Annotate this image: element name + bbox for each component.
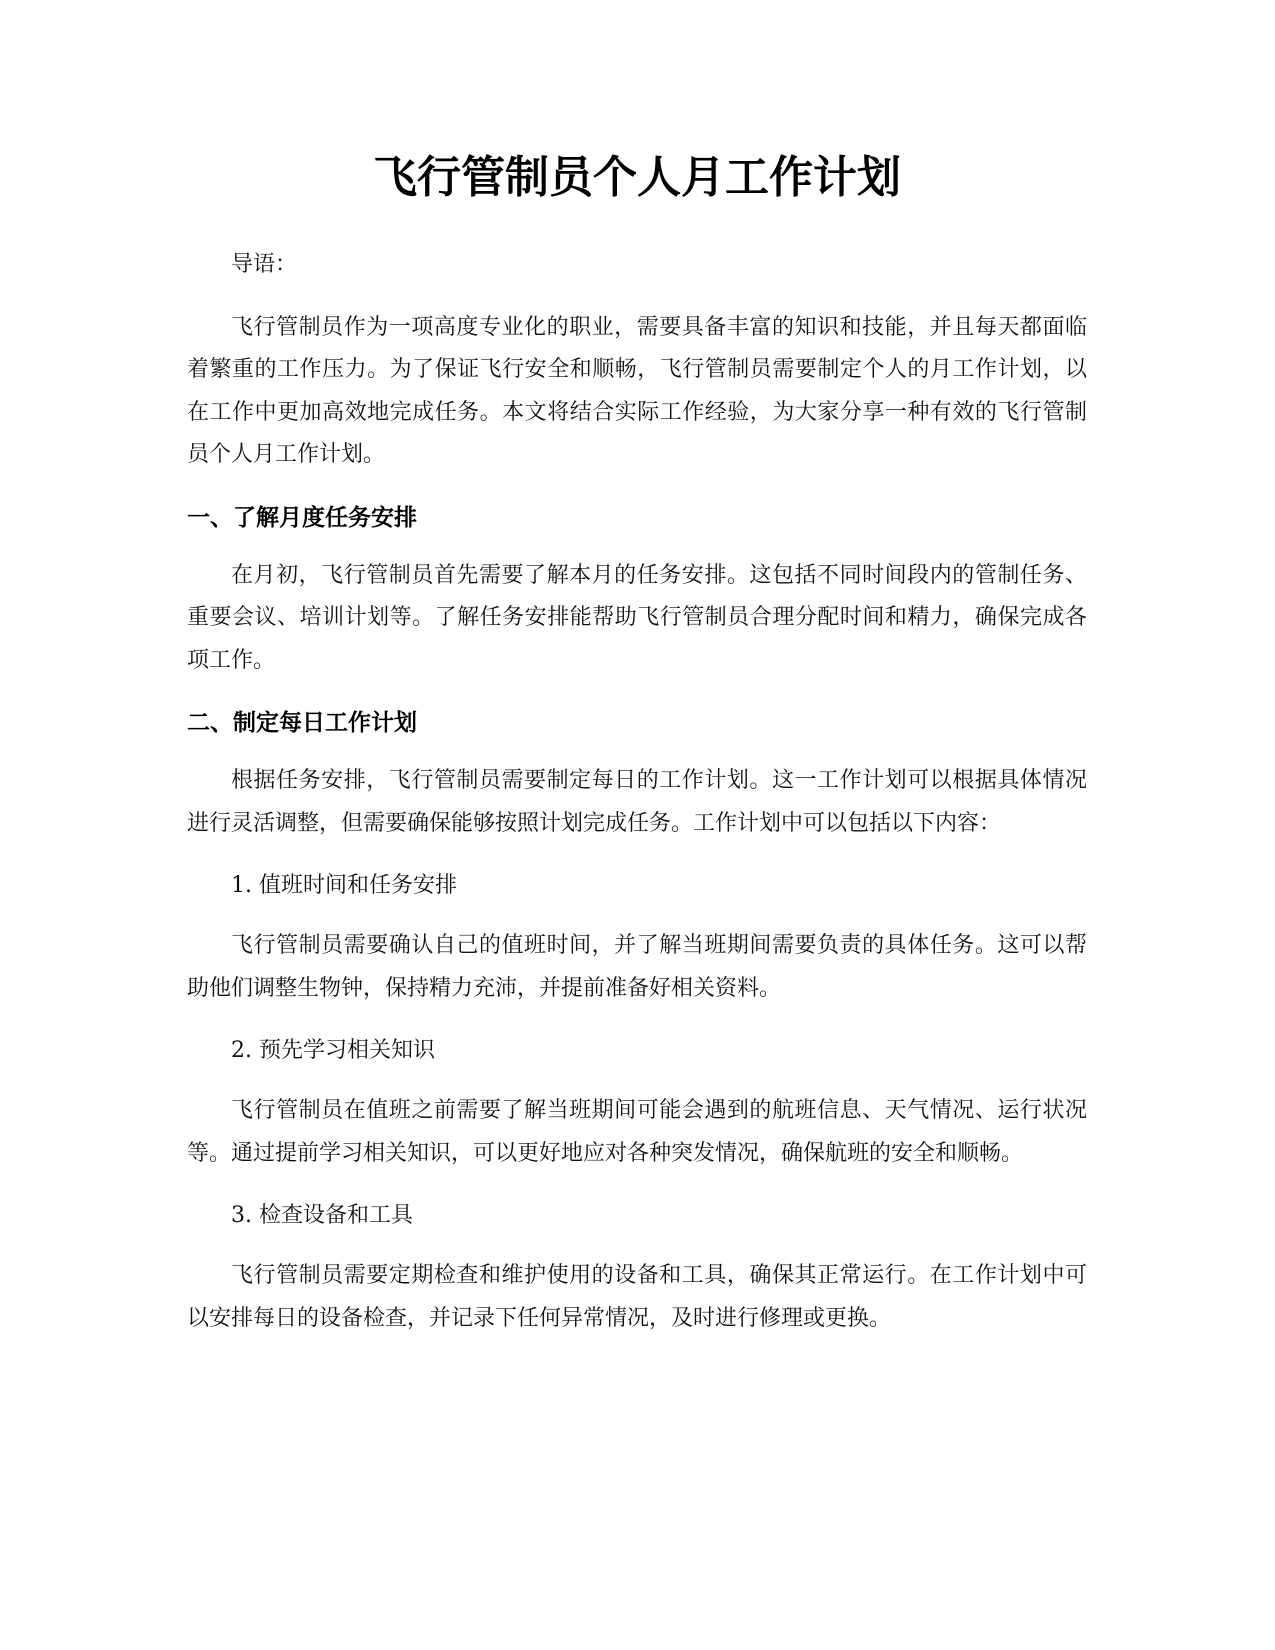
list-item-text-3: 飞行管制员需要定期检查和维护使用的设备和工具，确保其正常运行。在工作计划中可以安排每日的设备检查，并记录下任何异常情况，及时进行修理或更换。 — [187, 1263, 1087, 1331]
section-heading-1: 一、了解月度任务安排 — [187, 504, 417, 531]
intro-label: 导语： — [231, 252, 298, 277]
section-2-paragraph: 根据任务安排，飞行管制员需要制定每日的工作计划。这一工作计划可以根据具体情况进行灵活调整，但需要确保能够按照计划完成任务。工作计划中可以包括以下内容： — [187, 768, 1087, 836]
document-title: 飞行管制员个人月工作计划 — [373, 152, 901, 203]
document-page — [187, 150, 1087, 1360]
list-item-text-1: 飞行管制员需要确认自己的值班时间，并了解当班期间需要负责的具体任务。这可以帮助他们调整生物钟，保持精力充沛，并提前准备好相关资料。 — [187, 933, 1087, 1001]
intro-paragraph: 飞行管制员作为一项高度专业化的职业，需要具备丰富的知识和技能，并且每天都面临着繁重的工作压力。为了保证飞行安全和顺畅，飞行管制员需要制定个人的月工作计划，以在工作中更加高效地完成任务。本文将结合实际工作经验，为大家分享一种有效的飞行管制员个人月工作计划。 — [187, 314, 1087, 467]
list-item-title-3: 3. 检查设备和工具 — [231, 1203, 413, 1228]
list-item-title-2: 2. 预先学习相关知识 — [231, 1038, 435, 1063]
section-heading-2: 二、制定每日工作计划 — [187, 710, 417, 736]
list-item-text-2: 飞行管制员在值班之前需要了解当班期间可能会遇到的航班信息、天气情况、运行状况等。通过提前学习相关知识，可以更好地应对各种突发情况，确保航班的安全和顺畅。 — [187, 1098, 1087, 1166]
list-item-title-1: 1. 值班时间和任务安排 — [231, 873, 457, 898]
section-1-paragraph: 在月初，飞行管制员首先需要了解本月的任务安排。这包括不同时间段内的管制任务、重要会议、培训计划等。了解任务安排能帮助飞行管制员合理分配时间和精力，确保完成各项工作。 — [187, 562, 1087, 673]
